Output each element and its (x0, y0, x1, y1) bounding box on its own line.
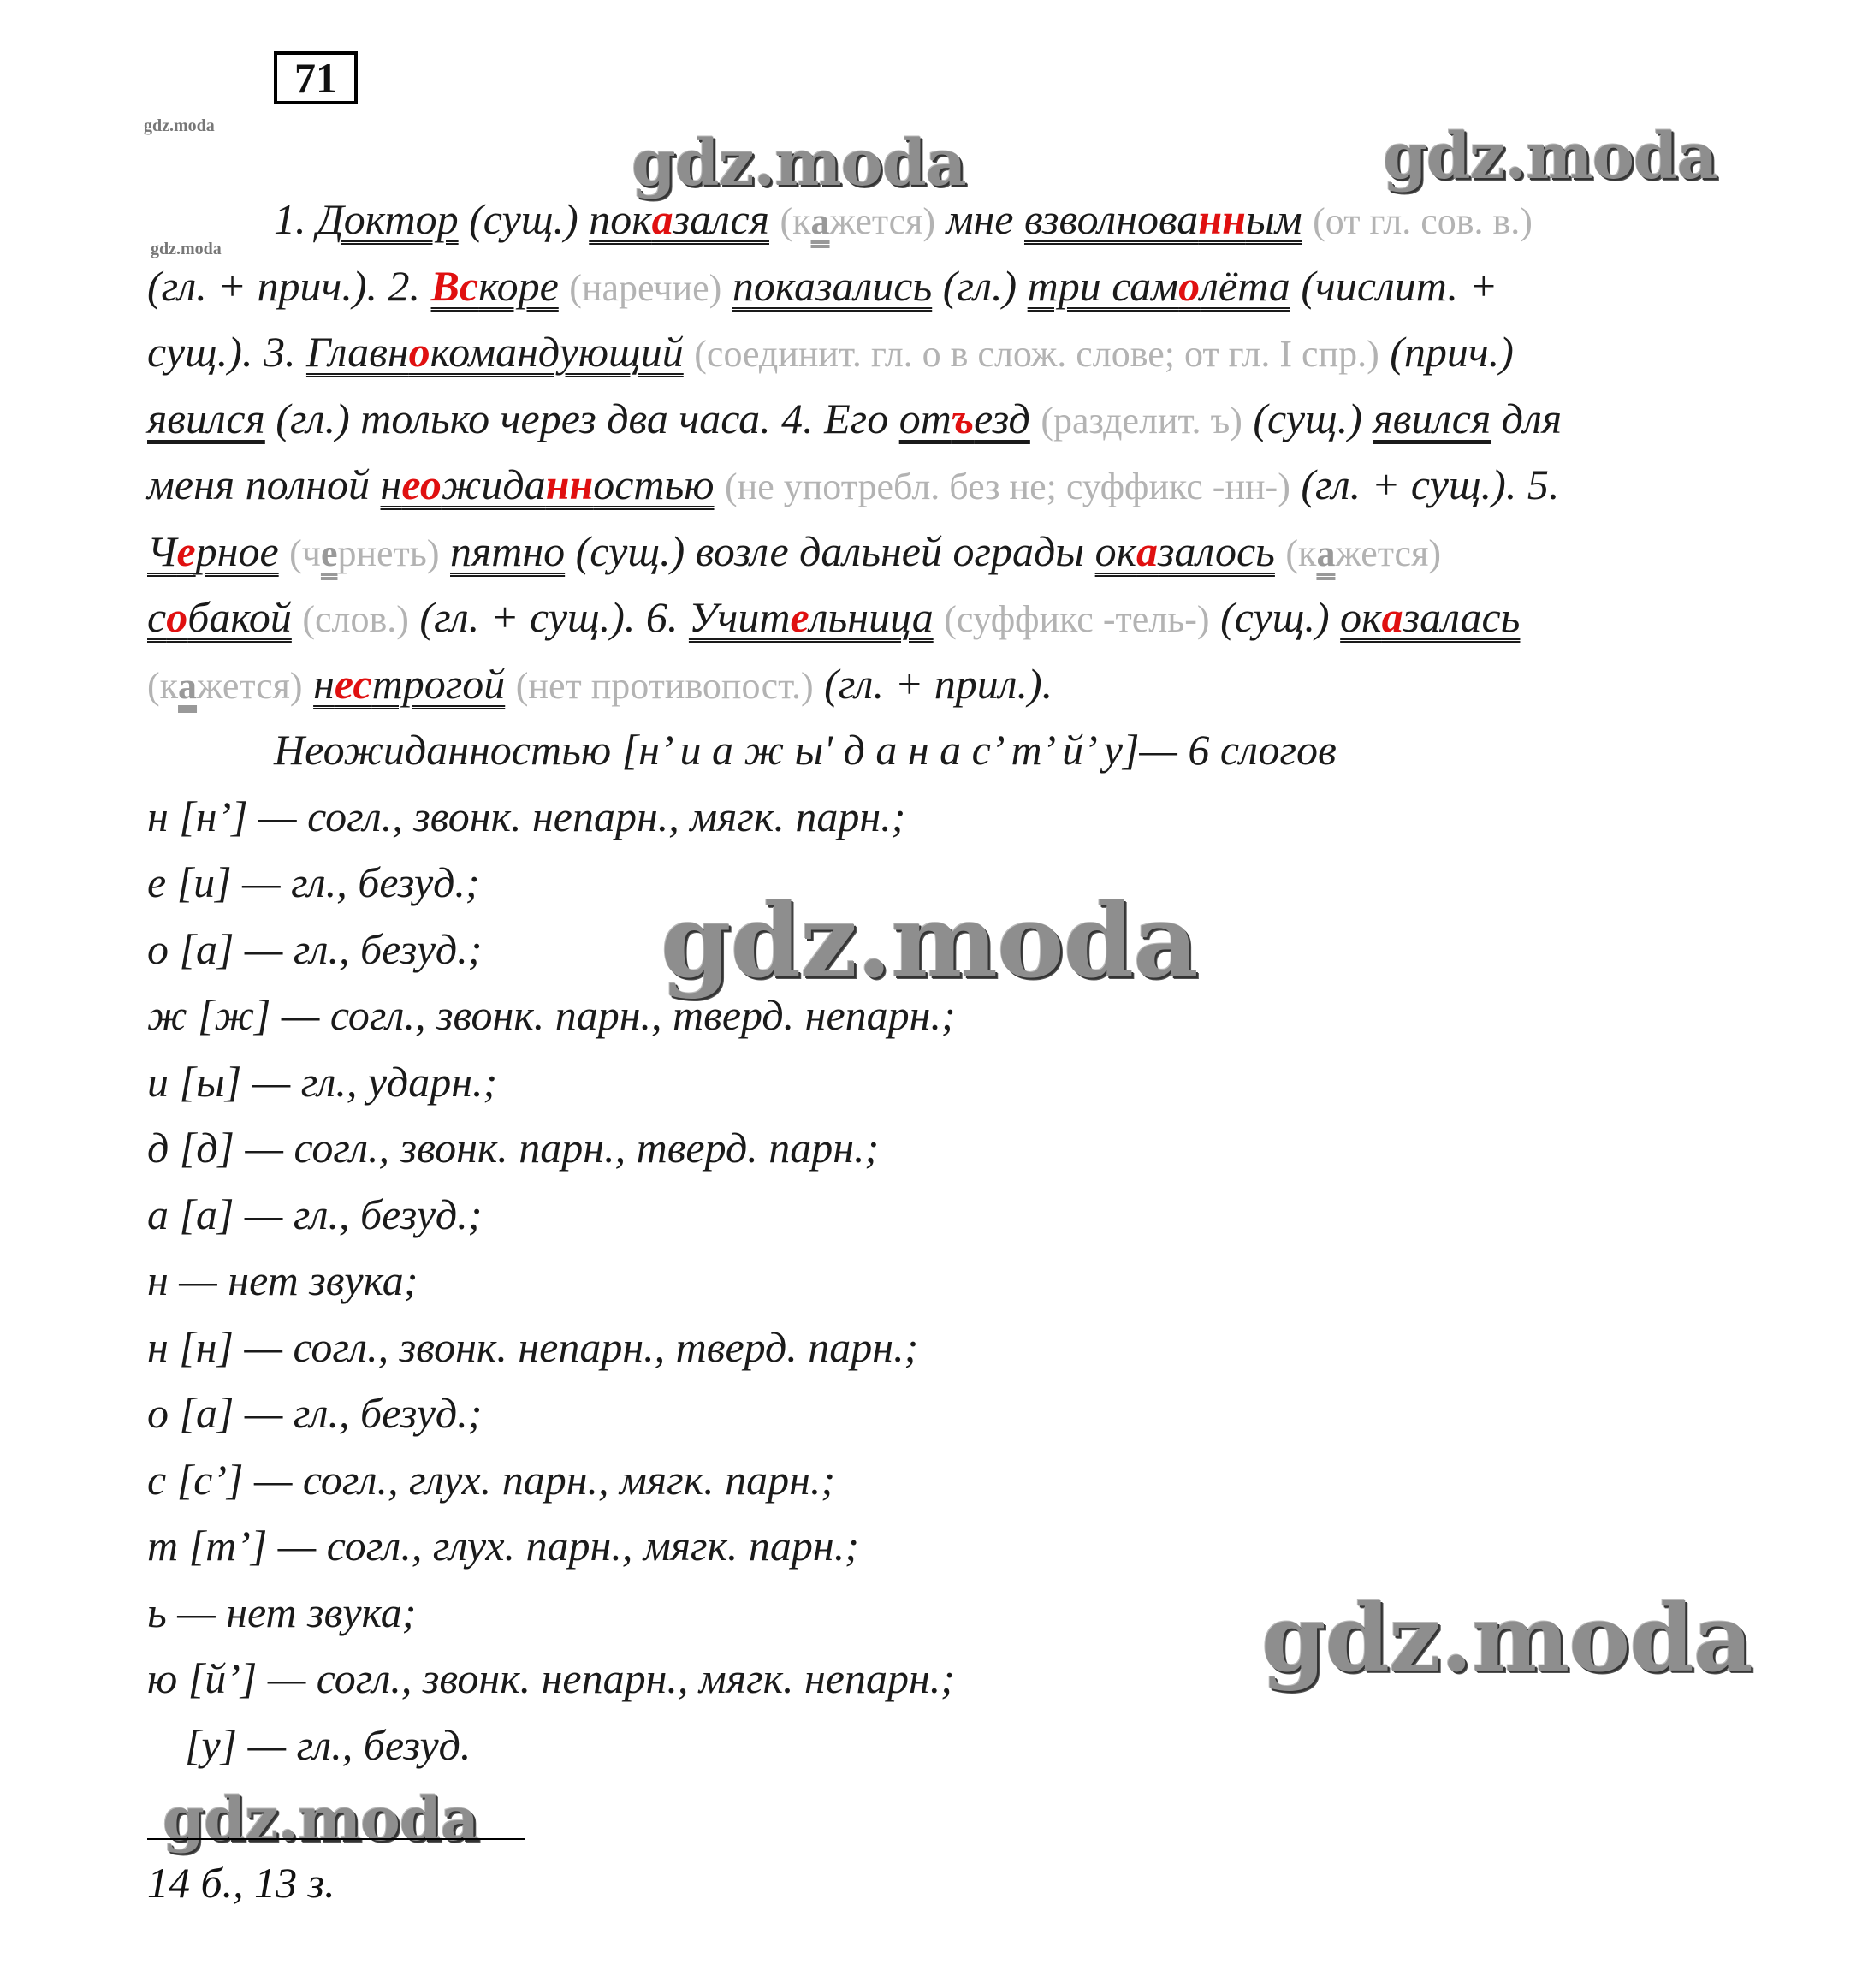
phonetic-transcription: Неожиданностью [н’ и а ж ы' д а н а с’ т’ й’ у]— 6 слогов (274, 726, 1337, 774)
text-line: явился (гл.) только через два часа. 4. Его отъезд (разделит. ъ) (сущ.) явился для (147, 394, 1563, 442)
letter-analysis: с [с’] — согл., глух. парн., мягк. парн.; (147, 1455, 836, 1504)
watermark: gdz.moda (1383, 120, 1717, 193)
text-line: собакой (слов.) (гл. + сущ.). 6. Учительница (суффикс -тель-) (сущ.) оказалась (147, 593, 1521, 641)
letter-analysis: н [н] — согл., звонк. непарн., тверд. парн.; (147, 1322, 919, 1371)
text-line: (кажется) нестрогой (нет противопост.) (гл. + прил.). (147, 659, 1053, 708)
letter-analysis: ь — нет звука; (147, 1587, 417, 1636)
text-line: меня полной неожиданностью (не употребл. без не; суффикс -нн-) (гл. + сущ.). 5. (147, 460, 1560, 508)
watermark: gdz.moda (163, 1783, 479, 1854)
letter-analysis: е [и] — гл., безуд.; (147, 858, 480, 906)
text-line: сущ.). 3. Главнокомандующий (соединит. гл. о в слож. слове; от гл. I спр.) (прич.) (147, 328, 1514, 376)
letter-analysis: ю [й’] — согл., звонк. непарн., мягк. непарн.; (147, 1654, 955, 1702)
answer-text (147, 187, 1824, 1778)
letter-analysis: д [д] — согл., звонк. парн., тверд. парн.; (147, 1124, 880, 1172)
letter-analysis: н — нет звука; (147, 1256, 418, 1304)
exercise-number: 71 (274, 51, 358, 104)
summary-count: 14 б., 13 з. (147, 1859, 335, 1907)
watermark: gdz.moda (1261, 1585, 1752, 1693)
letter-analysis: [у] — гл., безуд. (185, 1720, 471, 1769)
text-line: 1. Доктор (сущ.) показался (кажется) мне взволнованным (от гл. сов. в.) (274, 195, 1533, 243)
letter-analysis: ж [ж] — согл., звонк. парн., тверд. непарн.; (147, 991, 956, 1039)
letter-analysis: а [а] — гл., безуд.; (147, 1190, 483, 1238)
letter-analysis: о [а] — гл., безуд.; (147, 924, 483, 973)
text-line: (гл. + прич.). 2. Вскоре (наречие) показались (гл.) три самолёта (числит. + (147, 261, 1498, 310)
text-line: Черное (чернеть) пятно (сущ.) возле дальней ограды оказалось (кажется) (147, 526, 1441, 575)
letter-analysis: и [ы] — гл., ударн.; (147, 1057, 498, 1106)
watermark-small: gdz.moda (151, 240, 222, 258)
watermark: gdz.moda (632, 127, 966, 200)
watermark-small: gdz.moda (144, 116, 215, 135)
divider (147, 1838, 525, 1840)
letter-analysis: о [а] — гл., безуд.; (147, 1389, 483, 1437)
letter-analysis: н [н’] — согл., звонк. непарн., мягк. парн.; (147, 792, 906, 840)
letter-analysis: т [т’] — согл., глух. парн., мягк. парн.; (147, 1522, 859, 1570)
watermark: gdz.moda (661, 881, 1198, 1000)
